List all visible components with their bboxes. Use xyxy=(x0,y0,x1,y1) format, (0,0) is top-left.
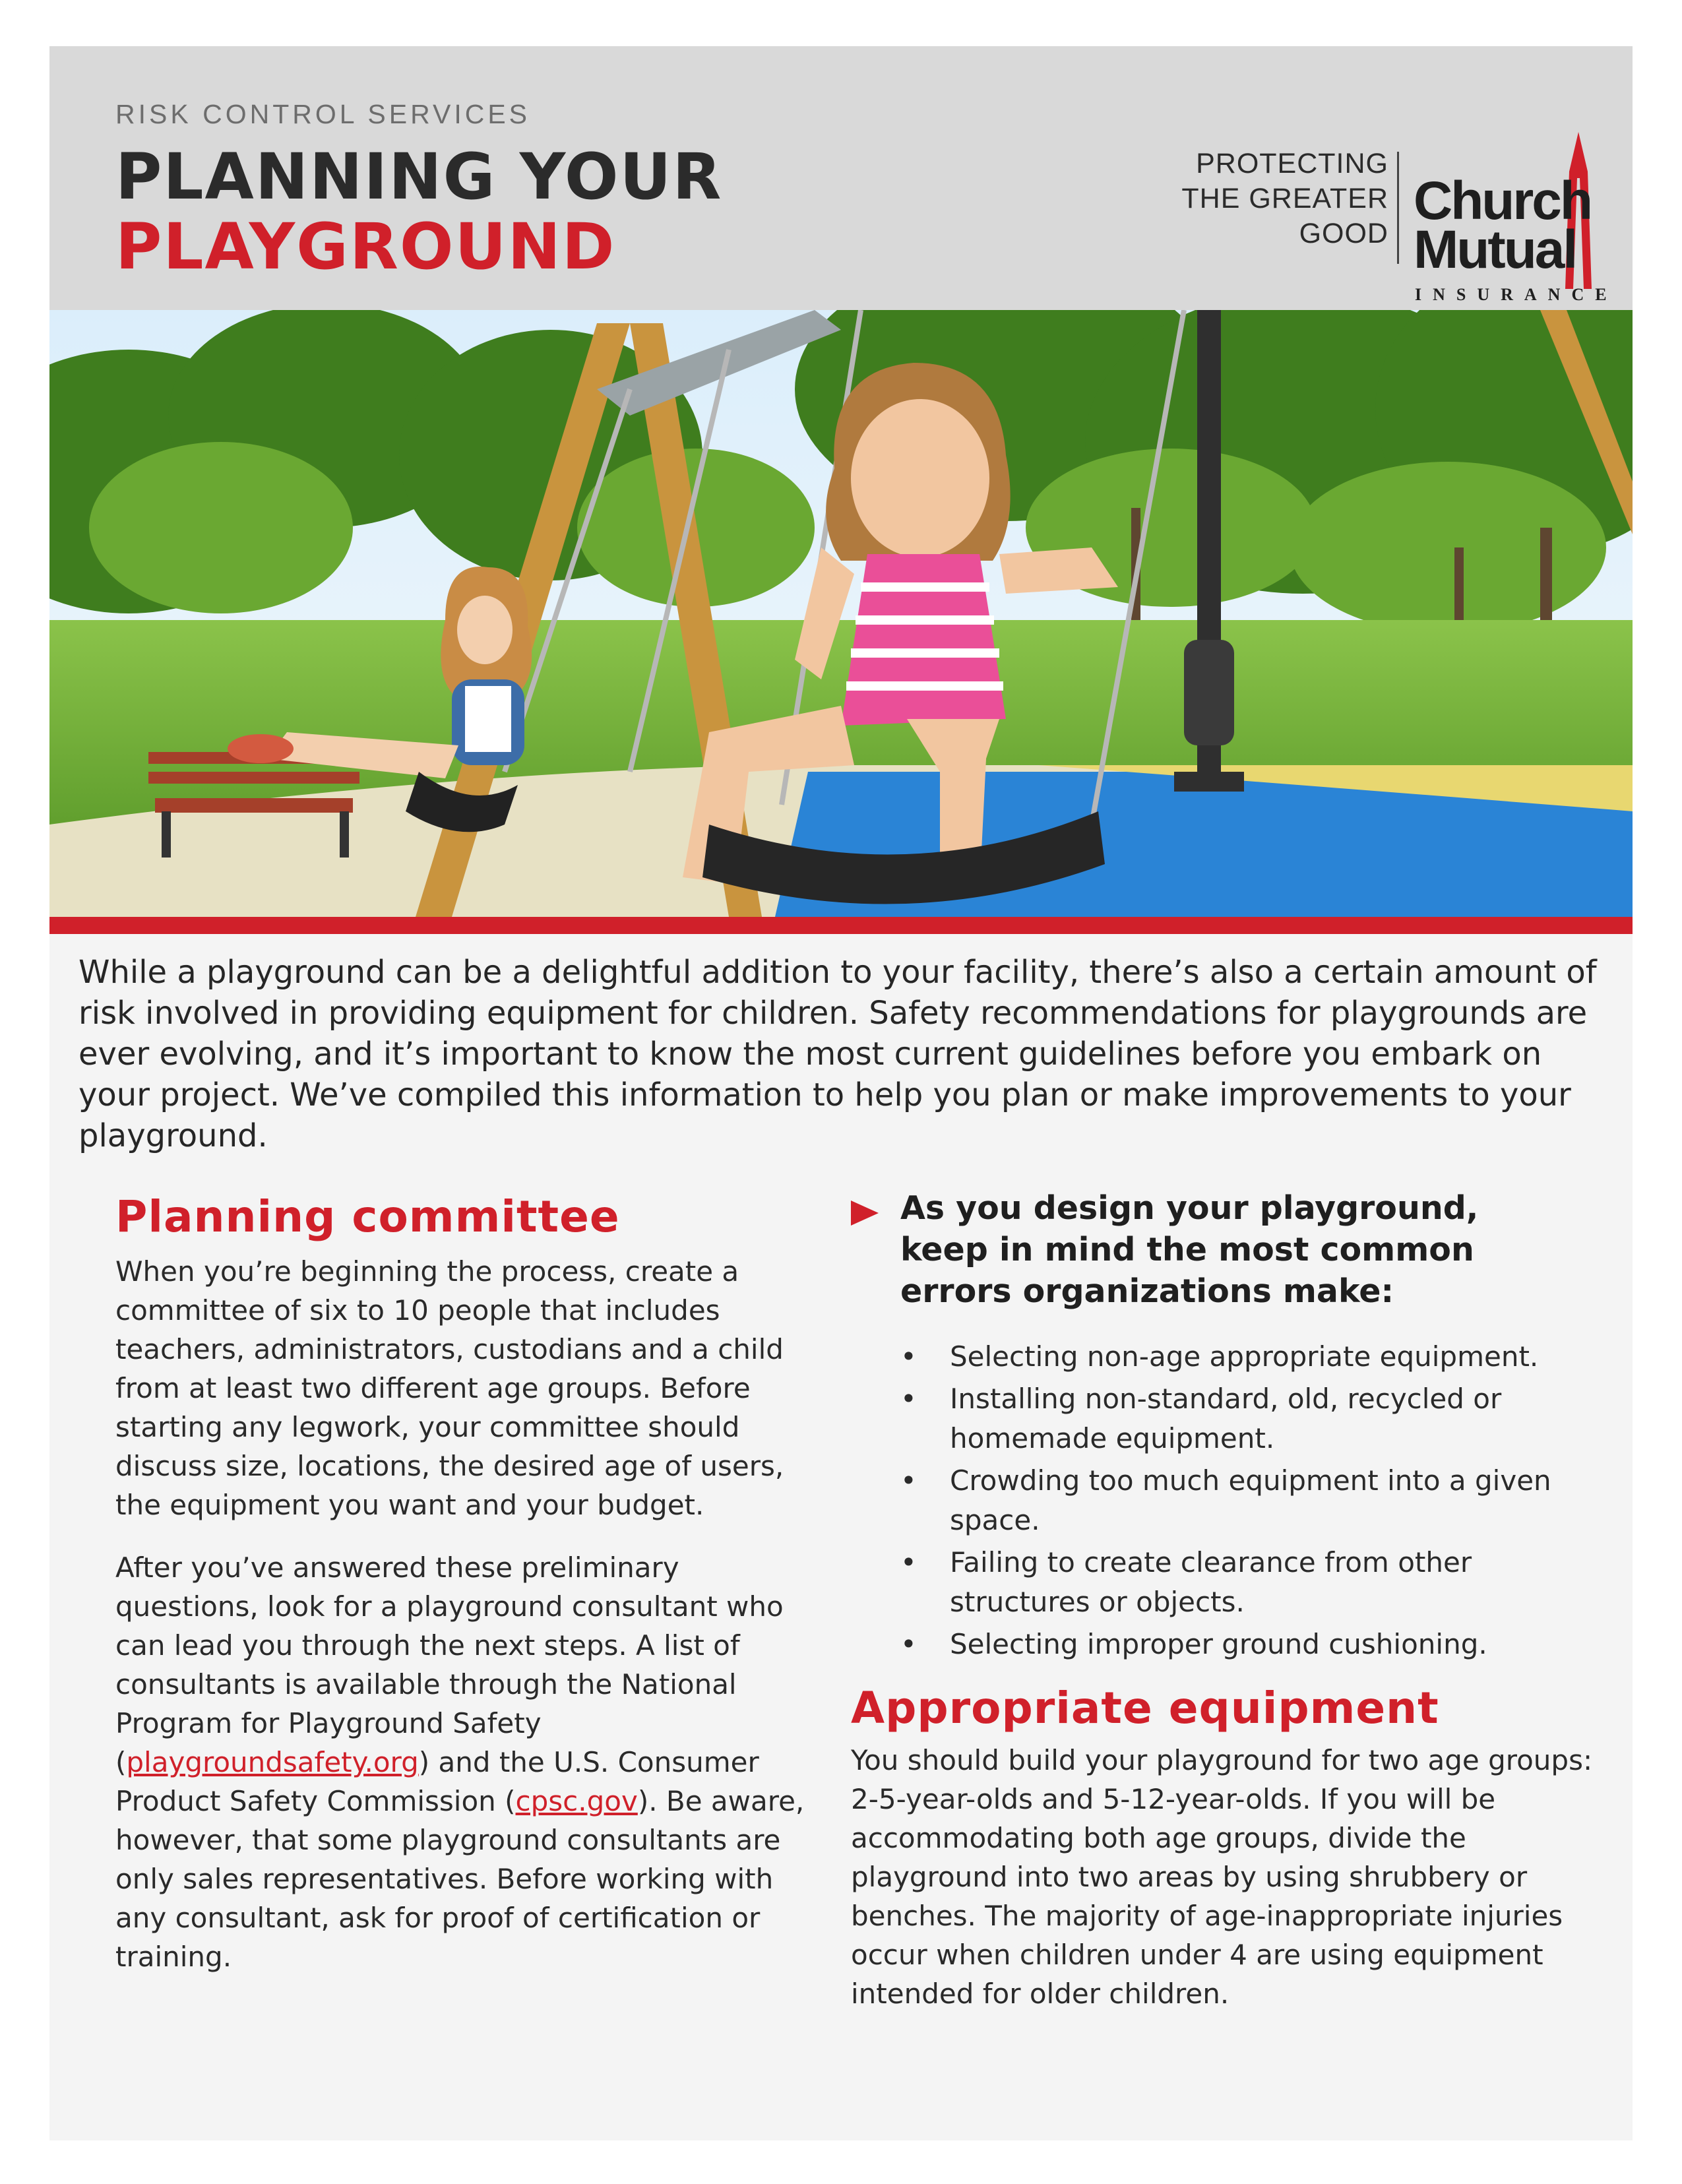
bullet-icon: • xyxy=(900,1383,917,1415)
appropriate-equipment-section xyxy=(851,1679,1603,2013)
common-errors-list xyxy=(851,1337,1603,1664)
list-item-text: Selecting non-age appropriate equipment. xyxy=(950,1340,1539,1373)
appropriate-equipment-heading: Appropriate equipment xyxy=(851,1683,1439,1733)
paragraph-text: ). Be aware, however, that some playground consultants are only sales representatives. Before working with any consultant, ask for proof of certification or training. xyxy=(115,1785,805,1973)
left-column xyxy=(115,1187,828,1976)
logo-word-mutual: Mutual xyxy=(1414,220,1576,280)
tagline-line: PROTECTING xyxy=(1196,148,1388,179)
church-mutual-logo xyxy=(1414,132,1618,310)
list-item-text: Failing to create clearance from other structures or objects. xyxy=(950,1546,1472,1618)
paragraph-text: ) and the U.S. Consumer Product Safety Commission ( xyxy=(115,1746,759,1817)
tagline-line: THE GREATER xyxy=(1181,183,1388,214)
logo-divider xyxy=(1397,152,1399,264)
tagline-line: GOOD xyxy=(1299,218,1388,249)
appropriate-equipment-paragraph: You should build your playground for two age groups: 2-5-year-olds and 5-12-year-olds. If you will be accommodating both age groups, divide the playground into two areas by using shrubbery or benches. The majority of age-inappropriate injuries occur when children under 4 are using equipment intended for older children. xyxy=(851,1744,1593,2010)
logo-word-insurance: INSURANCE xyxy=(1415,285,1618,304)
list-item-text: Selecting improper ground cushioning. xyxy=(950,1628,1487,1660)
logo-word-church: Church xyxy=(1414,171,1591,231)
list-item xyxy=(900,1337,1603,1377)
planning-paragraph-2 xyxy=(115,1548,828,1976)
header-banner xyxy=(49,46,1633,310)
paragraph-text: After you’ve answered these preliminary questions, look for a playground consultant who can lead you through the next steps. A list of consultants is available through the National Program for Playground Safety ( xyxy=(115,1551,784,1778)
brand-tagline xyxy=(1181,146,1388,251)
bullet-icon: • xyxy=(900,1628,917,1660)
intro-text: While a playground can be a delightful addition to your facility, there’s also a certain amount of risk involved in providing equipment for children. Safety recommendations for playgrounds are ever evolving, and it’s important to know the most current guidelines before you embark on your project. We’ve compiled this information to help you plan or make improvements to your playground. xyxy=(78,954,1597,1154)
playground-swing-illustration xyxy=(49,310,1633,917)
callout-heading xyxy=(900,1187,1603,1312)
arrow-right-icon xyxy=(851,1201,879,1226)
callout-heading-line: keep in mind the most common xyxy=(900,1231,1474,1268)
bullet-icon: • xyxy=(900,1464,917,1497)
list-item xyxy=(900,1625,1603,1664)
list-item-text: Crowding too much equipment into a given space. xyxy=(950,1464,1551,1536)
right-column xyxy=(851,1187,1603,2013)
planning-committee-heading: Planning committee xyxy=(115,1191,620,1242)
list-item xyxy=(900,1379,1603,1458)
playgroundsafety-link[interactable]: playgroundsafety.org xyxy=(126,1746,419,1778)
list-item xyxy=(900,1543,1603,1622)
page-title-line2: PLAYGROUND xyxy=(115,210,616,284)
callout-heading-line: errors organizations make: xyxy=(900,1272,1394,1310)
cpsc-link[interactable]: cpsc.gov xyxy=(515,1785,638,1817)
common-errors-callout xyxy=(851,1187,1603,1312)
list-item xyxy=(900,1461,1603,1540)
section-kicker: RISK CONTROL SERVICES xyxy=(115,99,531,129)
accent-bar xyxy=(49,917,1633,934)
page xyxy=(49,46,1633,2140)
list-item-text: Installing non-standard, old, recycled or homemade equipment. xyxy=(950,1383,1502,1454)
hero-photo xyxy=(49,310,1633,917)
bullet-icon: • xyxy=(900,1340,917,1373)
bullet-icon: • xyxy=(900,1546,917,1578)
callout-heading-line: As you design your playground, xyxy=(900,1189,1479,1227)
page-title-line1: PLANNING YOUR xyxy=(115,140,723,214)
intro-paragraph xyxy=(78,952,1615,1156)
planning-paragraph-1: When you’re beginning the process, create a committee of six to 10 people that includes teachers, administrators, custodians and a child from at least two different age groups. Before starting any legwork, your committee should discuss size, locations, the desired age of users, the equipment you want and your budget. xyxy=(115,1255,784,1521)
